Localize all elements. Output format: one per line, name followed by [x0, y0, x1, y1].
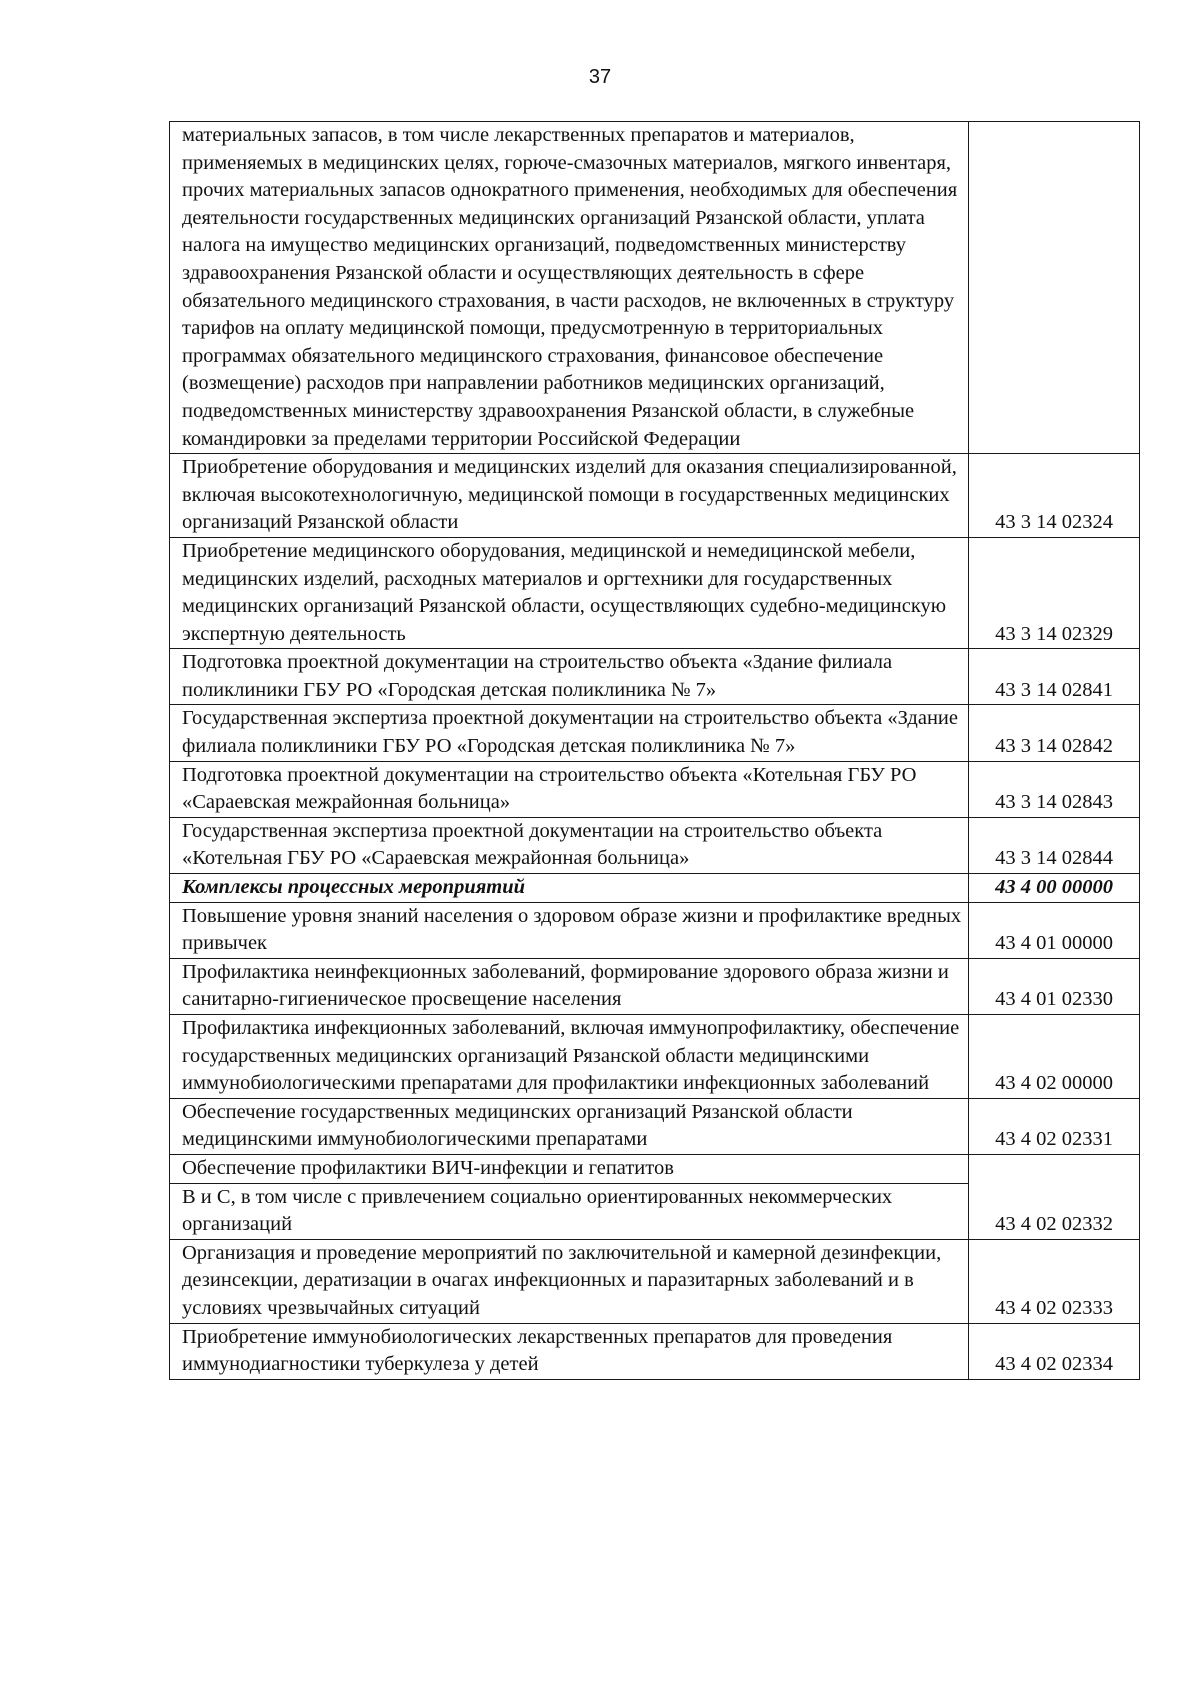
- row-code: 43 4 02 02333: [969, 1239, 1140, 1323]
- row-code: 43 4 01 02330: [969, 958, 1140, 1014]
- table-row: [170, 1239, 1140, 1323]
- budget-classification-table: [169, 121, 1140, 1380]
- table-row: [170, 1098, 1140, 1154]
- row-code: 43 3 14 02842: [969, 705, 1140, 761]
- row-code: 43 3 14 02844: [969, 817, 1140, 873]
- table-row: [170, 761, 1140, 817]
- table-row: [170, 817, 1140, 873]
- row-code: 43 4 02 02332: [969, 1183, 1140, 1239]
- row-code: 43 3 14 02843: [969, 761, 1140, 817]
- table-row: [170, 1015, 1140, 1099]
- row-code: [969, 1154, 1140, 1183]
- row-code: 43 4 02 00000: [969, 1015, 1140, 1099]
- row-code: 43 3 14 02329: [969, 537, 1140, 648]
- row-description: Государственная экспертиза проектной документации на строительство объекта «Котельная ГБУ РО «Сараевская межрайонная больница»: [170, 817, 969, 873]
- row-description: Повышение уровня знаний населения о здоровом образе жизни и профилактике вредных привычек: [170, 902, 969, 958]
- row-code: 43 3 14 02324: [969, 454, 1140, 538]
- row-description: Приобретение иммунобиологических лекарственных препаратов для проведения иммунодиагностики туберкулеза у детей: [170, 1323, 969, 1379]
- section-heading: Комплексы процессных мероприятий: [170, 874, 969, 903]
- row-description: Подготовка проектной документации на строительство объекта «Здание филиала поликлиники ГБУ РО «Городская детская поликлиника № 7»: [170, 649, 969, 705]
- row-code: 43 4 02 02331: [969, 1098, 1140, 1154]
- row-description: Подготовка проектной документации на строительство объекта «Котельная ГБУ РО «Сараевская межрайонная больница»: [170, 761, 969, 817]
- row-description: Организация и проведение мероприятий по заключительной и камерной дезинфекции, дезинсекции, дератизации в очагах инфекционных и паразитарных заболеваний и в условиях чрезвычайных ситуаций: [170, 1239, 969, 1323]
- row-description: Приобретение оборудования и медицинских изделий для оказания специализированной, включая высокотехнологичную, медицинской помощи в государственных медицинских организаций Рязанской области: [170, 454, 969, 538]
- table-row: [170, 649, 1140, 705]
- table-row: [170, 1183, 1140, 1239]
- section-code: 43 4 00 00000: [969, 874, 1140, 903]
- row-description: В и С, в том числе с привлечением социально ориентированных некоммерческих организаций: [170, 1183, 969, 1239]
- row-description: Обеспечение государственных медицинских организаций Рязанской области медицинскими иммунобиологическими препаратами: [170, 1098, 969, 1154]
- row-description: Государственная экспертиза проектной документации на строительство объекта «Здание филиала поликлиники ГБУ РО «Городская детская поликлиника № 7»: [170, 705, 969, 761]
- table-row: [170, 454, 1140, 538]
- row-description: Обеспечение профилактики ВИЧ-инфекции и гепатитов: [170, 1154, 969, 1183]
- table-row: [170, 1154, 1140, 1183]
- page-number: 37: [588, 66, 612, 88]
- table-row: [170, 537, 1140, 648]
- table-row: [170, 705, 1140, 761]
- table-row: [170, 958, 1140, 1014]
- row-description: материальных запасов, в том числе лекарственных препаратов и материалов, применяемых в медицинских целях, горюче-смазочных материалов, мягкого инвентаря, прочих материальных запасов однократного применения, необходимых для обеспечения деятельности государственных медицинских организаций Рязанской области, уплата налога на имущество медицинских организаций, подведомственных министерству здравоохранения Рязанской области и осуществляющих деятельность в сфере обязательного медицинского страхования, в части расходов, не включенных в структуру тарифов на оплату медицинской помощи, предусмотренную в территориальных программах обязательного медицинского страхования, финансовое обеспечение (возмещение) расходов при направлении работников медицинских организаций, подведомственных министерству здравоохранения Рязанской области, в служебные командировки за пределами территории Российской Федерации: [170, 122, 969, 454]
- row-description: Приобретение медицинского оборудования, медицинской и немедицинской мебели, медицинских изделий, расходных материалов и оргтехники для государственных медицинских организаций Рязанской области, осуществляющих судебно-медицинскую экспертную деятельность: [170, 537, 969, 648]
- row-description: Профилактика инфекционных заболеваний, включая иммунопрофилактику, обеспечение государственных медицинских организаций Рязанской области медицинскими иммунобиологическими препаратами для профилактики инфекционных заболеваний: [170, 1015, 969, 1099]
- row-description: Профилактика неинфекционных заболеваний, формирование здорового образа жизни и санитарно-гигиеническое просвещение населения: [170, 958, 969, 1014]
- table-row: [170, 902, 1140, 958]
- section-heading-row: [170, 874, 1140, 903]
- table-row: [170, 122, 1140, 454]
- table-row: [170, 1323, 1140, 1379]
- row-code: 43 4 01 00000: [969, 902, 1140, 958]
- row-code: [969, 122, 1140, 454]
- row-code: 43 3 14 02841: [969, 649, 1140, 705]
- row-code: 43 4 02 02334: [969, 1323, 1140, 1379]
